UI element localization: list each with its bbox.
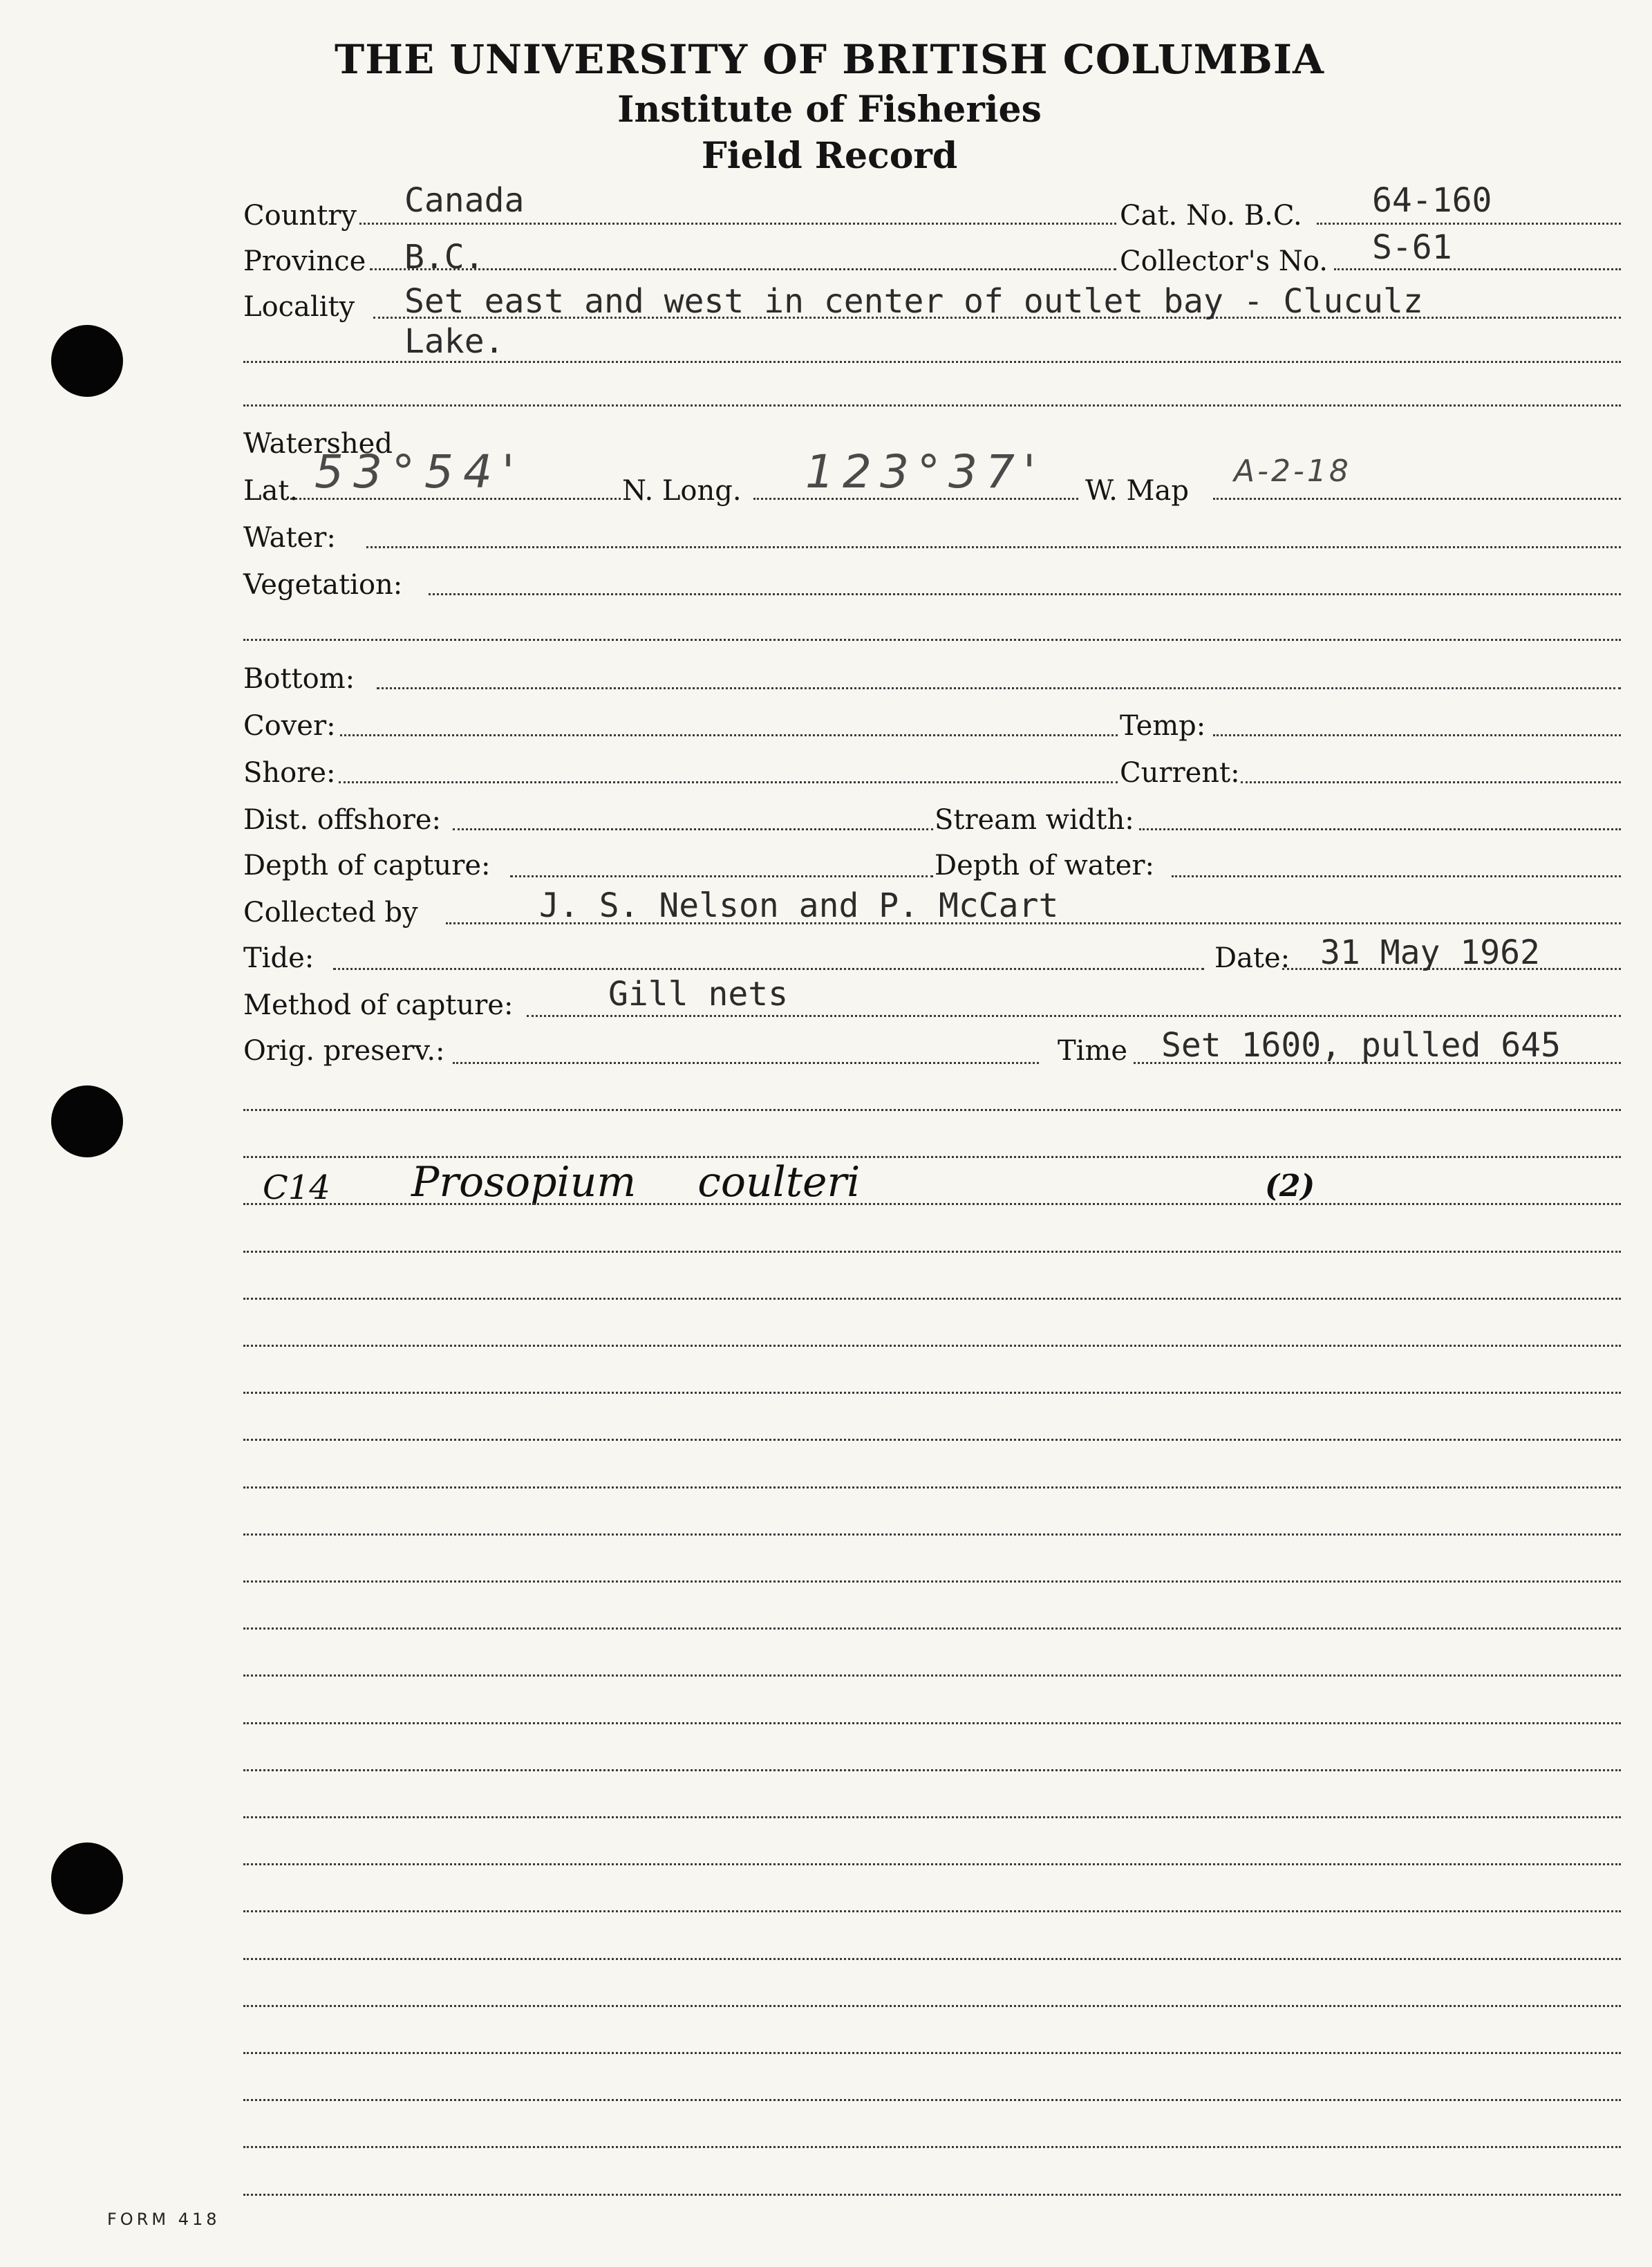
time-label: Time bbox=[1058, 1035, 1128, 1067]
temp-line bbox=[1213, 734, 1621, 736]
w-map-label: W. Map bbox=[1085, 475, 1189, 507]
shore-label: Shore: bbox=[243, 757, 336, 789]
cover-line bbox=[340, 734, 1118, 736]
long-value: 123°37' bbox=[805, 445, 1044, 498]
ruled-line bbox=[243, 2099, 1621, 2101]
ruled-line bbox=[243, 1439, 1621, 1441]
country-label: Country bbox=[243, 200, 357, 232]
water-label: Water: bbox=[243, 522, 336, 554]
lat-label: Lat. bbox=[243, 475, 299, 507]
tide-line bbox=[333, 968, 1204, 970]
ruled-line bbox=[243, 1392, 1621, 1394]
date-value: 31 May 1962 bbox=[1320, 933, 1540, 972]
vegetation-label: Vegetation: bbox=[243, 569, 403, 601]
current-line bbox=[1241, 781, 1621, 783]
university-heading: THE UNIVERSITY OF BRITISH COLUMBIA bbox=[335, 36, 1324, 83]
orig-preserv-label: Orig. preserv.: bbox=[243, 1035, 445, 1067]
dist-offshore-line bbox=[453, 828, 933, 830]
specimen-species: Prosopium coulteri bbox=[411, 1158, 861, 1206]
watershed-label: Watershed bbox=[243, 428, 393, 460]
depth-water-line bbox=[1172, 875, 1621, 877]
depth-capture-label: Depth of capture: bbox=[243, 850, 491, 881]
date-label: Date: bbox=[1214, 942, 1290, 974]
ruled-line bbox=[243, 1203, 1621, 1205]
lat-value: 53°54' bbox=[315, 445, 525, 498]
ruled-line bbox=[243, 1722, 1621, 1724]
ruled-line bbox=[243, 1156, 1621, 1158]
ruled-line bbox=[243, 1769, 1621, 1771]
institute-heading: Institute of Fisheries bbox=[617, 88, 1042, 131]
ruled-line bbox=[243, 1345, 1621, 1347]
binder-hole-middle bbox=[51, 1085, 123, 1157]
collected-by-label: Collected by bbox=[243, 897, 418, 929]
specimen-count: (2) bbox=[1265, 1168, 1315, 1204]
stream-width-line bbox=[1139, 828, 1621, 830]
province-value: B.C. bbox=[404, 238, 485, 277]
ruled-line bbox=[243, 1109, 1621, 1111]
cat-no-label: Cat. No. B.C. bbox=[1120, 200, 1302, 232]
ruled-line bbox=[243, 2052, 1621, 2054]
specimen-code: C14 bbox=[263, 1168, 330, 1207]
form-number: FORM 418 bbox=[107, 2210, 220, 2229]
method-value: Gill nets bbox=[608, 975, 789, 1014]
orig-preserv-line bbox=[453, 1062, 1039, 1064]
depth-capture-line bbox=[510, 875, 933, 877]
country-value: Canada bbox=[404, 181, 525, 220]
ruled-line bbox=[243, 1816, 1621, 1818]
cat-no-value: 64-160 bbox=[1372, 181, 1492, 220]
cat-no-line bbox=[1317, 223, 1621, 225]
binder-hole-bottom bbox=[51, 1842, 123, 1914]
ruled-line bbox=[243, 1486, 1621, 1489]
locality-line-3 bbox=[243, 404, 1621, 407]
cover-label: Cover: bbox=[243, 710, 336, 742]
map-value: A-2-18 bbox=[1234, 454, 1351, 489]
ruled-line bbox=[243, 2146, 1621, 2148]
bottom-line bbox=[377, 687, 1621, 689]
map-line bbox=[1213, 498, 1621, 500]
ruled-line bbox=[243, 2005, 1621, 2007]
n-long-label: N. Long. bbox=[622, 475, 742, 507]
ruled-line bbox=[243, 1298, 1621, 1300]
vegetation-line-2 bbox=[243, 639, 1621, 641]
form-title: Field Record bbox=[701, 135, 958, 177]
vegetation-line bbox=[429, 593, 1621, 595]
locality-value-line2: Lake. bbox=[404, 322, 505, 361]
locality-label: Locality bbox=[243, 291, 355, 323]
ruled-line bbox=[243, 2194, 1621, 2196]
ruled-line bbox=[243, 1674, 1621, 1677]
collected-by-value: J. S. Nelson and P. McCart bbox=[539, 886, 1059, 925]
time-value: Set 1600, pulled 645 bbox=[1161, 1026, 1561, 1065]
binder-hole-top bbox=[51, 325, 123, 397]
stream-width-label: Stream width: bbox=[935, 804, 1134, 836]
collectors-no-line bbox=[1334, 268, 1621, 270]
ruled-line bbox=[243, 1251, 1621, 1253]
depth-water-label: Depth of water: bbox=[935, 850, 1154, 881]
ruled-line bbox=[243, 1863, 1621, 1865]
ruled-line bbox=[243, 1627, 1621, 1630]
collectors-no-value: S-61 bbox=[1372, 228, 1452, 267]
ruled-line bbox=[243, 1533, 1621, 1536]
country-line bbox=[359, 223, 1116, 225]
shore-line bbox=[339, 781, 1118, 783]
locality-value-line1: Set east and west in center of outlet bay - Cluculz bbox=[404, 282, 1423, 321]
current-label: Current: bbox=[1120, 757, 1240, 789]
collectors-no-label: Collector's No. bbox=[1120, 245, 1328, 277]
province-label: Province bbox=[243, 245, 366, 277]
locality-line-2 bbox=[243, 361, 1621, 363]
method-label: Method of capture: bbox=[243, 989, 514, 1021]
ruled-line bbox=[243, 1580, 1621, 1583]
temp-label: Temp: bbox=[1120, 710, 1206, 742]
ruled-line bbox=[243, 1910, 1621, 1912]
ruled-line bbox=[243, 1958, 1621, 1960]
bottom-label: Bottom: bbox=[243, 663, 355, 695]
tide-label: Tide: bbox=[243, 942, 315, 974]
water-line bbox=[366, 546, 1621, 548]
dist-offshore-label: Dist. offshore: bbox=[243, 804, 442, 836]
method-line bbox=[527, 1015, 1621, 1017]
